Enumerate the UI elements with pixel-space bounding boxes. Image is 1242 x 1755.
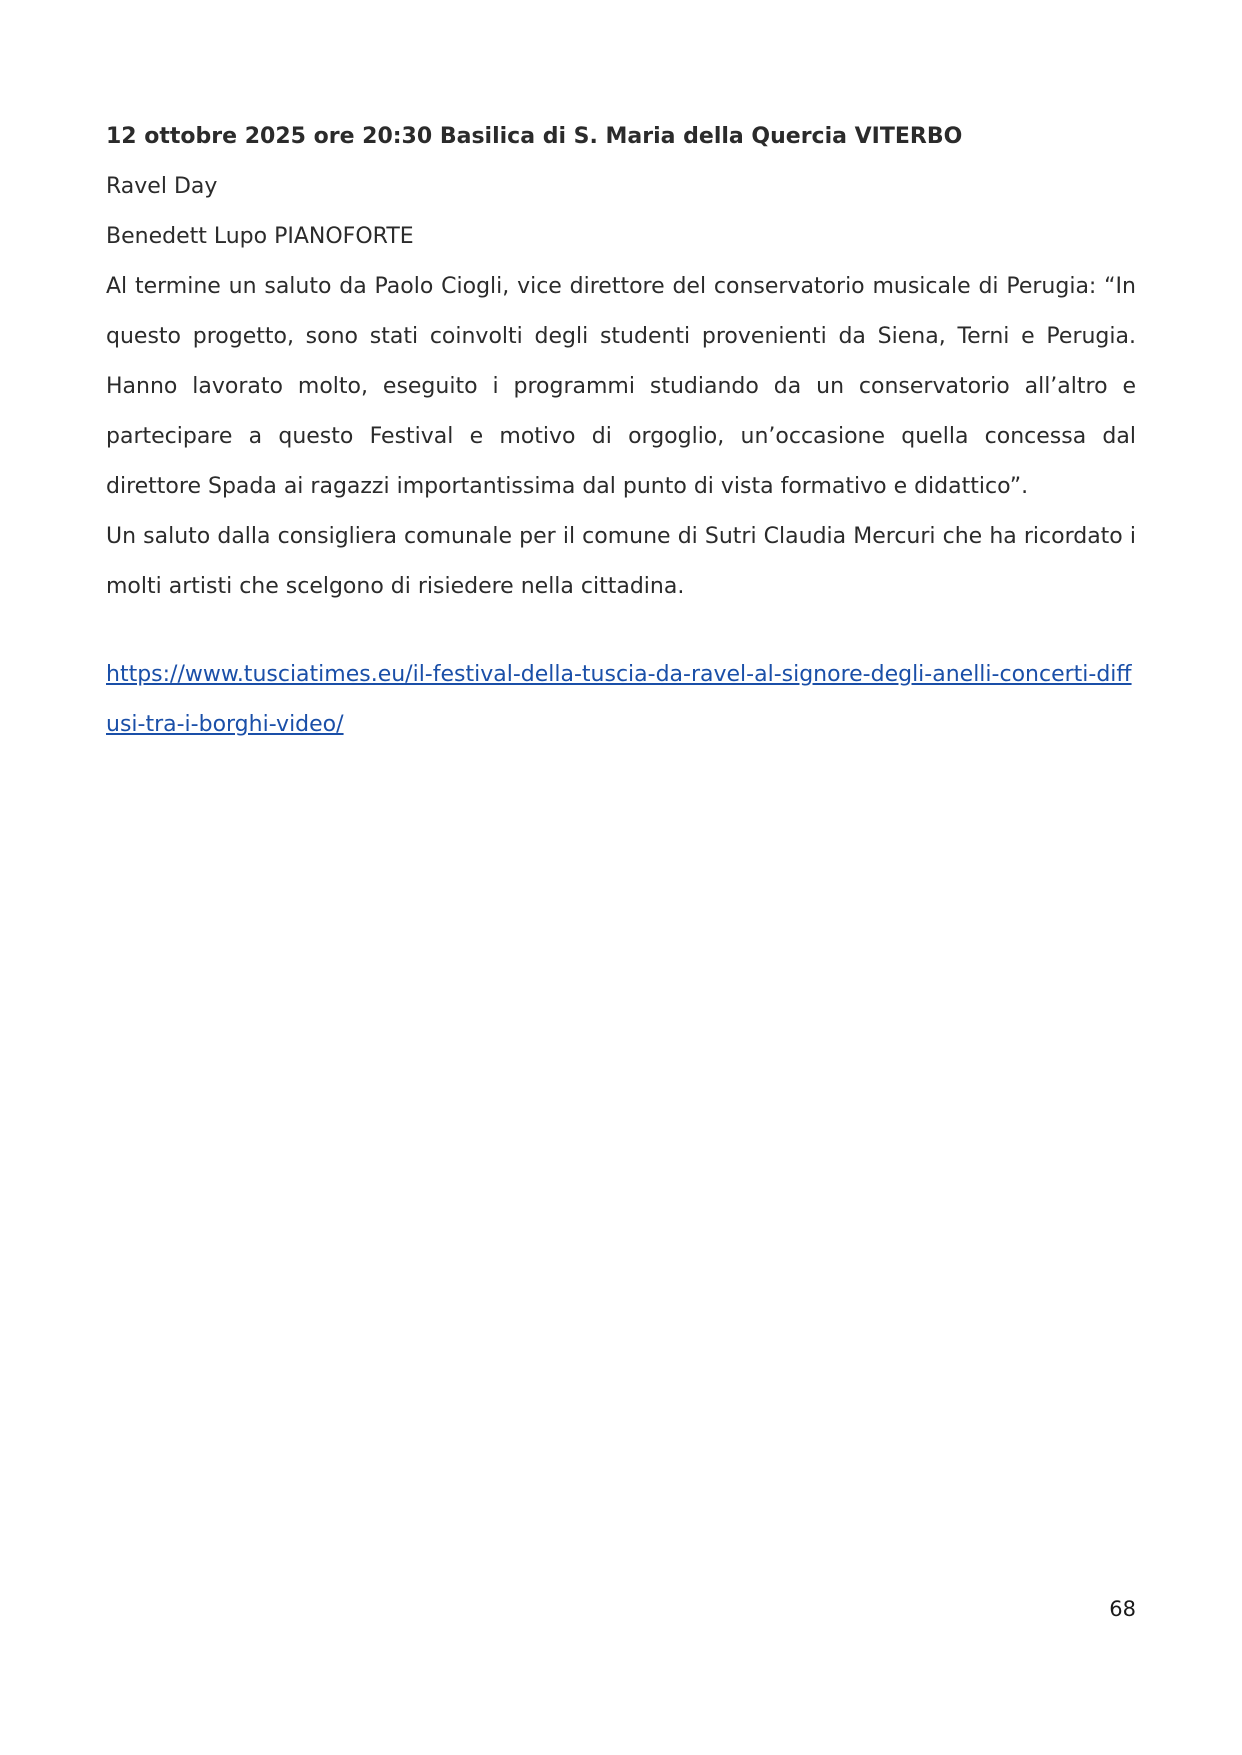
- page-content: [106, 112, 1136, 750]
- body-paragraph-2: Un saluto dalla consigliera comunale per il comune di Sutri Claudia Mercuri che ha ricordato i molti artisti che scelgono di risiedere nella cittadina.: [106, 524, 1136, 599]
- event-performer: Benedett Lupo PIANOFORTE: [106, 224, 414, 249]
- event-title: Ravel Day: [106, 174, 218, 199]
- body-paragraph-1: Al termine un saluto da Paolo Ciogli, vice direttore del conservatorio musicale di Perugia: “In questo progetto, sono stati coinvolti degli studenti provenienti da Siena, Terni e Perugia. Hanno lavorato molto, eseguito i programmi studiando da un conservatorio all’altro e partecipare a questo Festival e motivo di orgoglio, un’occasione quella concessa dal direttore Spada ai ragazzi importantissima dal punto di vista formativo e didattico”.: [106, 274, 1136, 499]
- source-link[interactable]: https://www.tusciatimes.eu/il-festival-della-tuscia-da-ravel-al-signore-degli-anelli-concerti-diffusi-tra-i-borghi-video/: [106, 662, 1132, 737]
- page-number: 68: [1109, 1597, 1136, 1621]
- paragraph-spacer: [106, 612, 1136, 650]
- event-heading: 12 ottobre 2025 ore 20:30 Basilica di S. Maria della Quercia VITERBO: [106, 124, 963, 149]
